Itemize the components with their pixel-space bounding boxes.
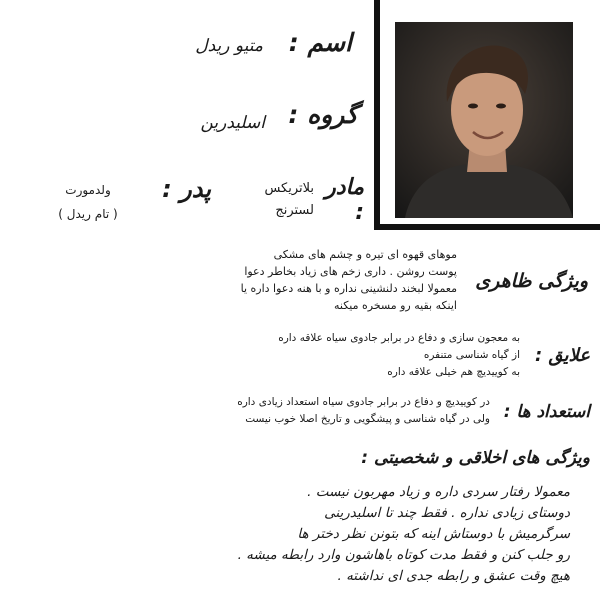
talents-label: استعداد ها : [503,402,590,422]
mother-label: مادر : [325,175,364,225]
father-value-line: ( تام ریدل ) [58,207,118,221]
interests-line: به کوییدیچ هم خیلی علاقه داره [387,366,520,378]
portrait-photo-icon [395,22,573,218]
name-value: متیو ریدل [195,36,263,56]
interests-line: از گیاه شناسی متنفره [423,349,520,361]
appearance-line: معمولا لبخند دلنشینی نداره و با هنه دعوا داره یا [240,282,457,295]
personality-line: رو جلب کنن و فقط مدت کوتاه باهاشون وارد رابطه میشه . [237,547,570,563]
mother-value [240,178,314,222]
personality-line: دوستای زیادی نداره . فقط چند تا اسلیدرینی [324,505,570,521]
name-label: اسم : [288,28,352,57]
father-value [40,178,136,226]
interests-line: به معجون سازی و دفاع در برابر جادوی سیاه علاقه داره [278,332,520,344]
talents-text [170,394,490,428]
mother-value-line: لسترنج [275,203,314,218]
personality-line: سرگرمیش با دوستاش اینه که بتونن نظر دختر ها [297,526,570,542]
personality-line: هیچ وقت عشق و رابطه جدی ای نداشته . [337,568,570,584]
interests-text [220,330,520,381]
talents-line: در کوییدیچ و دفاع در برابر جادوی سیاه استعداد زیادی داره [237,396,490,408]
talents-line: ولی در گیاه شناسی و پیشگویی و تاریخ اصلا خوب نیست [245,413,490,425]
personality-line: معمولا رفتار سردی داره و زیاد مهربون نیست . [307,484,570,500]
mother-value-line: بلاتریکس [264,181,314,196]
appearance-line: اینکه بقیه رو مسخره میکنه [333,299,457,312]
photo-frame-horizontal [374,224,600,230]
appearance-line: پوست روشن . داری زخم های زیاد بخاطر دعوا [244,265,457,278]
appearance-text [185,246,457,314]
group-value: اسلیدرین [200,113,265,133]
group-label: گروه : [288,100,358,129]
father-value-line: ولدمورت [65,183,111,197]
portrait-photo [395,22,573,218]
appearance-label: ویژگی ظاهری [475,270,588,292]
personality-label: ویژگی های اخلاقی و شخصیتی : [361,448,590,468]
personality-text [140,482,570,587]
father-label: پدر : [162,175,211,203]
appearance-line: موهای قهوه ای تیره و چشم های مشکی [273,248,457,261]
interests-label: علایق : [535,345,590,366]
photo-frame-vertical [374,0,380,230]
